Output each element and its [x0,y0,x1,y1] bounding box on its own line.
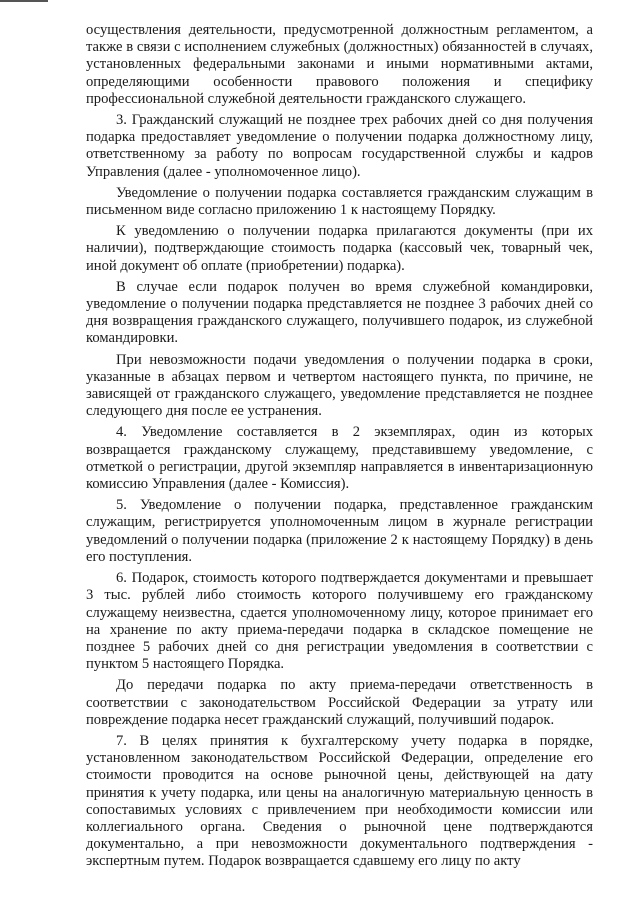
paragraph-item-4: 4. Уведомление составляется в 2 экземплярах, один из которых возвращается гражданскому служащему, представившему уведомление, с отметкой о регистрации, другой экземпляр направляется в инвентаризационную комиссию Управления (далее - Комиссия). [86,424,593,493]
paragraph-notice-form: Уведомление о получении подарка составляется гражданским служащим в письменном виде согласно приложению 1 к настоящему Порядку. [86,184,593,219]
paragraph-item-3: 3. Гражданский служащий не позднее трех рабочих дней со дня получения подарка предоставляет уведомление о получении подарка должностному лицу, ответственному за работу по вопросам государственной службы и кадров Управления (далее - уполномоченное лицо). [86,112,593,180]
paragraph-impossibility: При невозможности подачи уведомления о получении подарка в сроки, указанные в абзацах первом и четвертом настоящего пункта, по причине, не зависящей от гражданского служащего, уведомление представляется не позднее следующего дня после ее устранения. [86,351,593,420]
paragraph-item-6: 6. Подарок, стоимость которого подтверждается документами и превышает 3 тыс. рублей либо стоимость которого получившему его гражданскому служащему неизвестна, сдается уполномоченному лицу, которое принимает его на хранение по акту приема-передачи подарка в складское помещение не позднее 5 рабочих дней со дня регистрации уведомления в соответствии с пунктом 5 настоящего Порядка. [86,570,593,673]
paragraph-item-7: 7. В целях принятия к бухгалтерскому учету подарка в порядке, установленном законодательством Российской Федерации, определение его стоимости проводится на основе рыночной цены, действующей на дату принятия к учету подарка, или цены на аналогичную материальную ценность в сопоставимых условиях с привлечением при необходимости комиссии или коллегиального органа. Сведения о рыночной цене подтверждаются документально, а при невозможности документального подтверждения - экспертным путем. Подарок возвращается сдавшему его лицу по акту [86,732,593,870]
paragraph-notice-attachments: К уведомлению о получении подарка прилагаются документы (при их наличии), подтверждающие стоимость подарка (кассовый чек, товарный чек, иной документ об оплате (приобретении) подарка). [86,223,593,274]
document-page [86,22,593,875]
paragraph-continuation: осуществления деятельности, предусмотренной должностным регламентом, а также в связи с исполнением служебных (должностных) обязанностей в случаях, установленных федеральными законами и иными нормативными актами, определяющими особенности правового положения и специфику профессиональной служебной деятельности гражданского служащего. [86,22,593,107]
paragraph-item-5: 5. Уведомление о получении подарка, представленное гражданским служащим, регистрируется уполномоченным лицом в журнале регистрации уведомлений о получении подарка (приложение 2 к настоящему Порядку) в день его поступления. [86,497,593,565]
paragraph-business-trip: В случае если подарок получен во время служебной командировки, уведомление о получении подарка представляется не позднее 3 рабочих дней со дня возвращения гражданского служащего, получившего подарок, из служебной командировки. [86,278,593,347]
paragraph-liability: До передачи подарка по акту приема-передачи ответственность в соответствии с законодательством Российской Федерации за утрату или повреждение подарка несет гражданский служащий, получивший подарок. [86,677,593,728]
scan-corner-mark [0,0,48,2]
